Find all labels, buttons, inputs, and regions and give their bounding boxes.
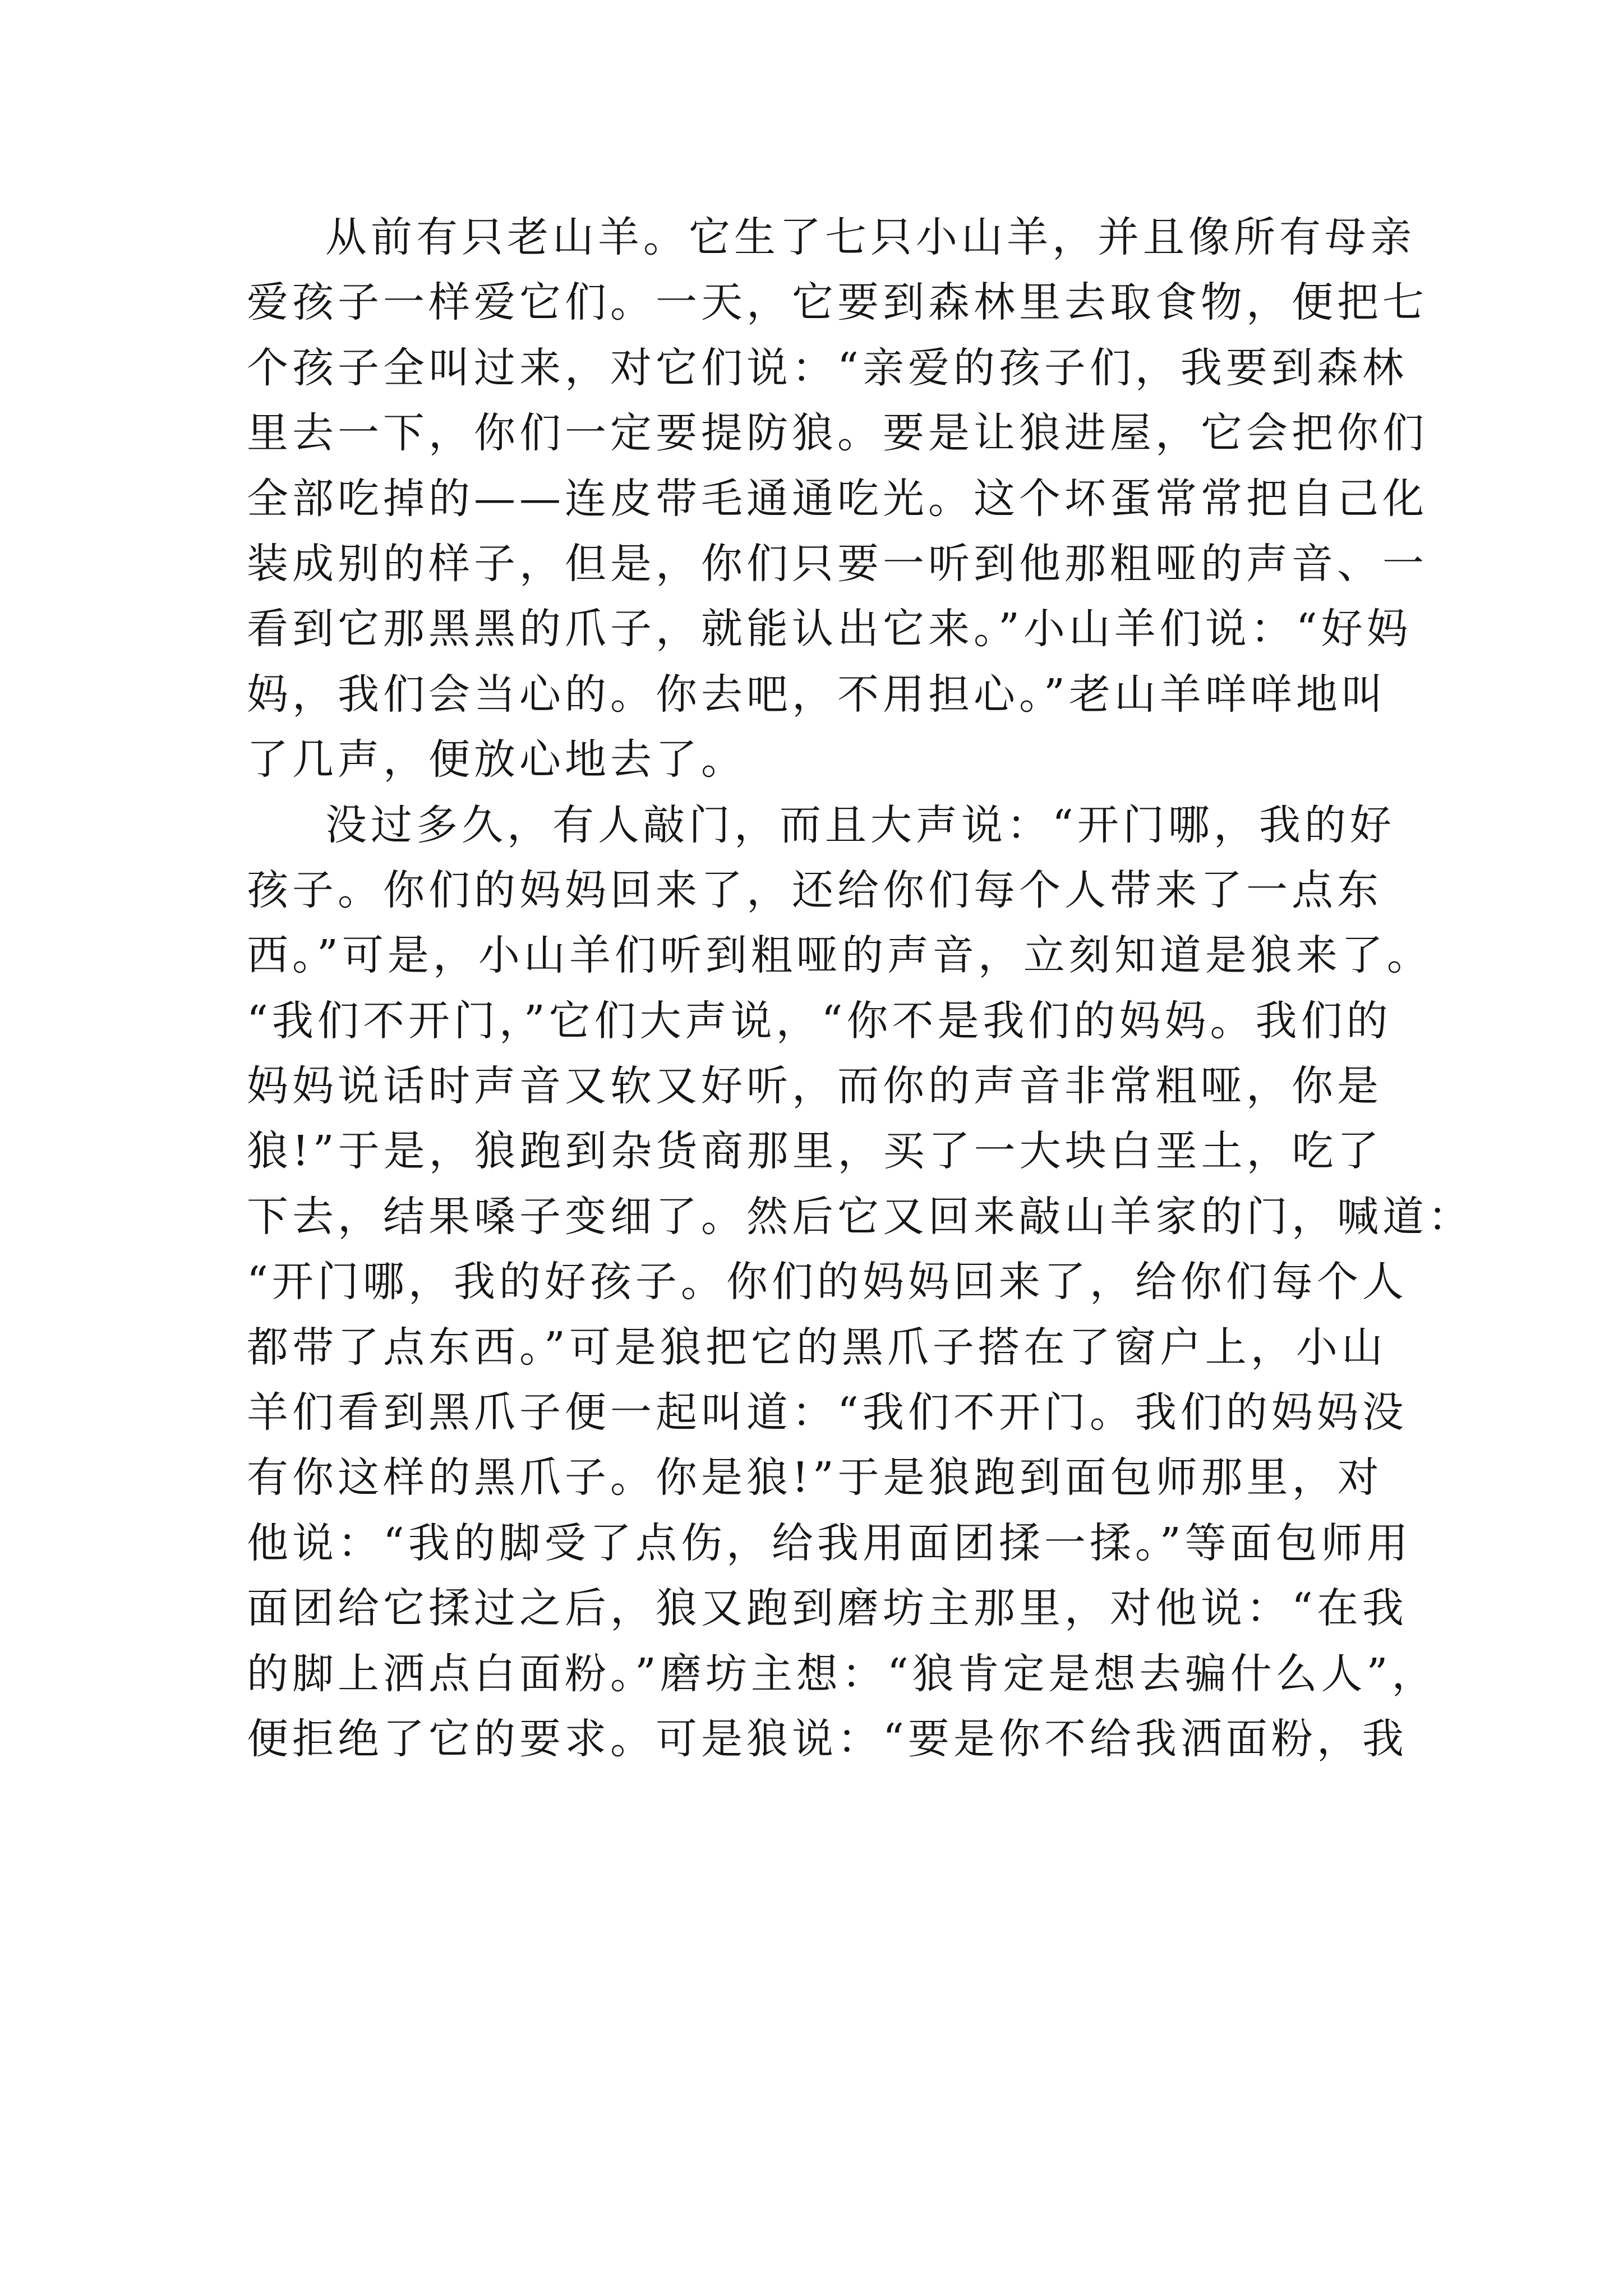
text-line: 都带了点东西。”可是狼把它的黑爪子搭在了窗户上，小山 [247,1323,1387,1372]
text-line: 装成别的样子，但是，你们只要一听到他那粗哑的声音、一 [247,539,1428,588]
text-line: 里去一下，你们一定要提防狼。要是让狼进屋，它会把你们 [247,409,1428,458]
text-line: 下去，结果嗓子变细了。然后它又回来敲山羊家的门，喊道： [247,1192,1473,1241]
text-line: 妈妈说话时声音又软又好听，而你的声音非常粗哑，你是 [247,1062,1382,1111]
text-line: 的脚上洒点白面粉。”磨坊主想：“狼肯定是想去骗什么人”， [247,1649,1437,1698]
text-line: 看到它那黑黑的爪子，就能认出它来。”小山羊们说：“好妈 [247,605,1412,654]
text-line: 没过多久，有人敲门，而且大声说：“开门哪，我的好 [325,800,1395,849]
text-line: 西。”可是，小山羊们听到粗哑的声音，立刻知道是狼来了。 [247,931,1432,980]
story-text [247,205,1473,1772]
text-line: 狼!”于是，狼跑到杂货商那里，买了一大块白垩土，吃了 [247,1127,1383,1176]
text-line: 便拒绝了它的要求。可是狼说：“要是你不给我洒面粉，我 [247,1714,1408,1763]
text-line: 他说：“我的脚受了点伤，给我用面团揉一揉。”等面包师用 [247,1519,1412,1567]
text-line: “我们不开门，”它们大声说，“你不是我们的妈妈。我们的 [247,996,1392,1045]
text-line: 羊们看到黑爪子便一起叫道：“我们不开门。我们的妈妈没 [247,1388,1408,1437]
text-line: 从前有只老山羊。它生了七只小山羊，并且像所有母亲 [325,213,1415,261]
text-line: “开门哪，我的好孩子。你们的妈妈回来了，给你们每个人 [247,1258,1408,1306]
text-line: 了几声，便放心地去了。 [247,735,746,784]
text-line: 个孩子全叫过来，对它们说：“亲爱的孩子们，我要到森林 [247,343,1408,392]
text-line: 有你这样的黑爪子。你是狼!”于是狼跑到面包师那里，对 [247,1453,1383,1502]
text-line: 全部吃掉的——连皮带毛通通吃光。这个坏蛋常常把自己化 [247,474,1428,523]
text-line: 爱孩子一样爱它们。一天，它要到森林里去取食物，便把七 [247,278,1428,327]
text-line: 孩子。你们的妈妈回来了，还给你们每个人带来了一点东 [247,866,1382,914]
text-line: 面团给它揉过之后，狼又跑到磨坊主那里，对他说：“在我 [247,1584,1408,1633]
text-line: 妈，我们会当心的。你去吧，不用担心。”老山羊咩咩地叫 [247,670,1387,719]
